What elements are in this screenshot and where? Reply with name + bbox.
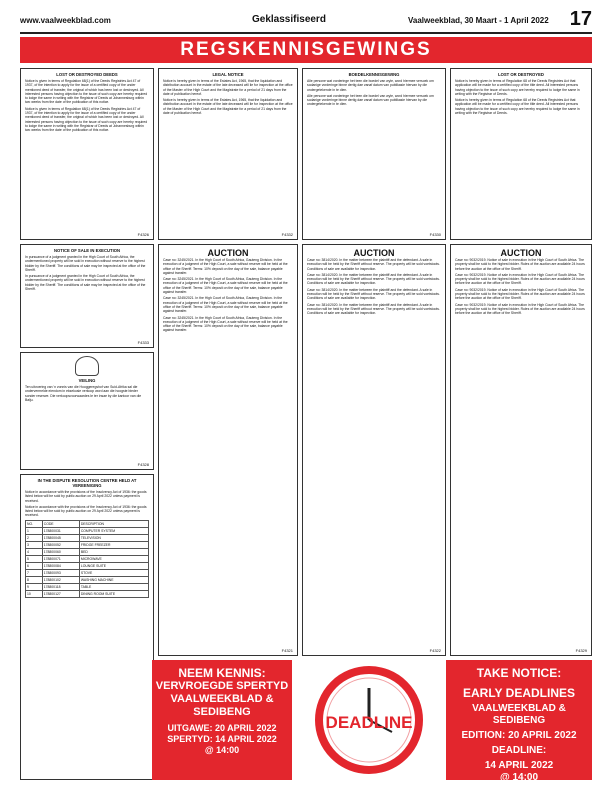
notice-body-repeat: In pursuance of a judgment granted in the High Court of South Africa, the undermentioned property will be sold in execution without reserve to the highest bidder by the Sheriff. The conditions of sale may be inspected at the office of the Sheriff. — [25, 274, 146, 292]
notice-title: VEILING — [78, 378, 96, 383]
notice-title: NOTICE OF SALE IN EXECUTION — [53, 248, 121, 253]
table-row — [26, 534, 149, 541]
auction-title: AUCTION — [500, 248, 542, 258]
table-cell: COMPUTER SYSTEM — [79, 527, 148, 534]
notice-ref: F4330 — [429, 231, 441, 237]
table-cell: 178800071 — [42, 555, 79, 562]
deadline-clock-icon — [294, 662, 444, 778]
table-cell: WASHING MACHINE — [79, 576, 148, 583]
goods-table — [25, 520, 149, 598]
ad-subheading: EARLY DEADLINES — [462, 686, 576, 700]
notice-body-repeat: Alle persone wat vorderinge het teen die boedel van wyle, word hiermee versoek om sodanige vorderinge binne dertig dae vanaf datum van publikasie hiervan by die ondergetekende in te dien. — [307, 93, 434, 107]
notice-body: Ten uitvoering van 'n vonnis van die Hooggeregshof van Suid-Afrika sal die ondervermelde eiendom in eksekusie verkoop word aan die hoogste bieder sonder reserwe. Die verkoopsvoorwaardes le ter insae by die kantoor van die Balju. — [25, 385, 142, 402]
page-header — [20, 8, 592, 30]
ad-heading: TAKE NOTICE: — [476, 666, 562, 680]
ad-deadline-label: DEADLINE: — [491, 745, 547, 756]
auction-body-repeat: Case no: 3814/2020. In the matter between the plaintiff and the defendant. A sale in execution will be held by the Sheriff without reserve. The property will be sold voetstoots. Conditions of sale are available for inspection. — [307, 287, 440, 301]
notice-title: BOEDELKENNISGEWING — [348, 72, 400, 77]
table-cell: 178800060 — [42, 548, 79, 555]
auction-notice-3 — [450, 244, 592, 656]
notice-body-repeat: Notice in accordance with the provisions of the Insolvency Act of 1936: the goods listed below will be sold by public auction on 29 April 2022 unless payment is received. — [25, 504, 147, 518]
table-cell: FRIDGE FREEZER — [79, 541, 148, 548]
notice-body-repeat: Notice is hereby given in terms of the Estates Act, 1965, that the liquidation and distribution account in the estate of the late deceased will lie for inspection at the office of the Master of the High Court and the Magistrate for a period of 21 days from the date of publication hereof. — [163, 98, 293, 116]
ad-subheading: VERVROEGDE SPERTYD — [155, 680, 289, 692]
table-cell: DINING ROOM SUITE — [79, 590, 148, 597]
ad-deadline-time: @ 14:00 — [499, 772, 539, 783]
deadline-ad-afrikaans — [152, 660, 292, 780]
auction-notice-1 — [158, 244, 298, 656]
auction-ref: F4321 — [281, 647, 293, 653]
auction-body-repeat: Case no: 3245/2021. In the High Court of South Africa, Gauteng Division. In the execution of a judgment of the High Court, a sale without reserve will be held at the office of the Sheriff. Terms: 10% deposit on the day of the sale, balance payable against transfer. — [163, 277, 288, 295]
notice-lost-destroyed — [450, 68, 592, 240]
notice-body-repeat: Notice is given in terms of Regulation 68(1) of the Deeds Registries Act 47 of 1937, of the intention to apply for the issue of a certified copy of the under mentioned deed of transfer, the original of which has been lost or destroyed. All interested persons having objection to the issue of such copy are hereby required to lodge the same in writing with the Registrar of Deeds at Johannesburg within two weeks from the date of the publication of this notice. — [25, 106, 148, 133]
table-cell: TELEVISION — [79, 534, 148, 541]
ad-publication: VAALWEEKBLAD & — [170, 693, 274, 705]
section-banner: REGSKENNISGEWINGS — [20, 37, 592, 63]
auction-body-repeat: Case no: 9032/2019. Notice of sale in execution in the High Court of South Africa. The property shall be sold to the highest bidder. Rules of the auction are available 24 hours before the auction at the office of the Sheriff. — [455, 272, 585, 286]
notice-sale-execution — [20, 244, 154, 348]
table-row — [26, 576, 149, 583]
table-cell: STOVE — [79, 569, 148, 576]
ad-deadline-date: SPERTYD: 14 APRIL 2022 — [167, 734, 277, 744]
notice-title: LOST OR DESTROYED DEEDS — [56, 72, 118, 77]
table-header-cell: DESCRIPTION — [79, 520, 148, 527]
notice-body: Notice is given in terms of Regulation 68(1) of the Deeds Registries Act 47 of 1937, of the intention to apply for the issue of a certified copy of the under mentioned deed of transfer, the original of which has been lost or destroyed. All interested persons having objection to the issue of such copy are hereby required to lodge the same in writing with the Registrar of Deeds at Johannesburg within two weeks from the date of the publication of this notice. — [25, 79, 148, 105]
table-cell: 7 — [26, 569, 43, 576]
table-cell: 8 — [26, 576, 43, 583]
table-cell: 178800102 — [42, 576, 79, 583]
deadline-ad-english — [446, 660, 592, 783]
table-cell: 3 — [26, 541, 43, 548]
table-row — [26, 555, 149, 562]
auction-body-repeat: Case no: 3814/2020. In the matter between the plaintiff and the defendant. A sale in execution will be held by the Sheriff without reserve. The property will be sold voetstoots. Conditions of sale are available for inspection. — [307, 272, 440, 286]
ad-publication: VAALWEEKBLAD & SEDIBENG — [472, 703, 566, 726]
auction-body-repeat: Case no: 3245/2021. In the High Court of South Africa, Gauteng Division. In the execution of a judgment of the High Court, a sale without reserve will be held at the office of the Sheriff. Terms: 10% deposit on the day of the sale, balance payable against transfer. — [163, 296, 288, 314]
table-row — [26, 590, 149, 597]
ad-deadline-date: 14 APRIL 2022 — [484, 760, 554, 771]
table-row — [26, 583, 149, 590]
table-cell: 6 — [26, 562, 43, 569]
notice-ref: F4332 — [281, 231, 293, 237]
ad-heading: NEEM KENNIS: — [178, 666, 266, 680]
table-cell: 5 — [26, 555, 43, 562]
table-cell: 178800127 — [42, 590, 79, 597]
auction-title: AUCTION — [207, 248, 249, 258]
table-cell: 178800031 — [42, 527, 79, 534]
table-cell: 178800045 — [42, 534, 79, 541]
table-header-cell: CODE — [42, 520, 79, 527]
auction-title: AUCTION — [353, 248, 395, 258]
notice-ref: F4326 — [137, 231, 149, 237]
table-cell: BED — [79, 548, 148, 555]
table-header-cell: NO. — [26, 520, 43, 527]
table-cell: 4 — [26, 548, 43, 555]
notice-ref: F4328 — [137, 461, 149, 467]
table-row — [26, 527, 149, 534]
auction-notice-2 — [302, 244, 446, 656]
issue-date: Vaalweekblad, 30 Maart - 1 April 2022 — [408, 16, 549, 25]
website-url[interactable]: www.vaalweekblad.com — [20, 16, 111, 25]
notice-body-repeat: Notice is hereby given in terms of Regulation 68 of the Deeds Registries Act that application will be made for a certified copy of the title deed. All interested persons having objection to the issue of such copy are hereby required to lodge the same in writing with the Registrar of Deeds. — [455, 98, 580, 116]
notice-body: Notice in accordance with the provisions of the Insolvency Act of 1936: the goods listed below will be sold by public auction on 29 April 2022 unless payment is received. — [25, 490, 147, 503]
header-divider — [20, 32, 592, 34]
auction-body-repeat: Case no: 9032/2019. Notice of sale in execution in the High Court of South Africa. The property shall be sold to the highest bidder. Rules of the auction are available 24 hours before the auction at the office of the Sheriff. — [455, 287, 585, 301]
table-cell: 178800084 — [42, 562, 79, 569]
table-row — [26, 548, 149, 555]
table-cell: 1 — [26, 527, 43, 534]
notice-legal — [158, 68, 298, 240]
notice-ref: F4333 — [137, 339, 149, 345]
auction-body-repeat: Case no: 3245/2021. In the High Court of South Africa, Gauteng Division. In the execution of a judgment of the High Court, a sale without reserve will be held at the office of the Sheriff. Terms: 10% deposit on the day of the sale, balance payable against transfer. — [163, 315, 288, 333]
clock-label: DEADLINE — [325, 713, 413, 732]
auction-ref: F4329 — [575, 647, 587, 653]
auction-body: Case no: 3245/2021. In the High Court of South Africa, Gauteng Division. In the execution of a judgment of the High Court, a sale without reserve will be held at the office of the Sheriff. Terms: 10% deposit on the day of the sale, balance payable against transfer. — [163, 258, 288, 275]
table-cell: TABLE — [79, 583, 148, 590]
auction-body: Case no: 9032/2019. Notice of sale in execution in the High Court of South Africa. The property shall be sold to the highest bidder. Rules of the auction are available 24 hours before the auction at the office of the Sheriff. — [455, 258, 585, 271]
notice-body: In pursuance of a judgment granted in the High Court of South Africa, the undermentioned property will be sold in execution without reserve to the highest bidder by the Sheriff. The conditions of sale may be inspected at the office of the Sheriff. — [25, 255, 146, 272]
ad-publication-2: SEDIBENG — [193, 706, 251, 718]
notice-veiling — [20, 352, 154, 470]
auction-body-repeat: Case no: 3814/2020. In the matter between the plaintiff and the defendant. A sale in execution will be held by the Sheriff without reserve. The property will be sold voetstoots. Conditions of sale are available for inspection. — [307, 302, 440, 316]
notice-lost-deeds — [20, 68, 154, 240]
notice-body: Notice is hereby given in terms of Regulation 68 of the Deeds Registries Act that application will be made for a certified copy of the title deed. All interested persons having objection to the issue of such copy are hereby required to lodge the same in writing with the Registrar of Deeds. — [455, 79, 580, 96]
auction-ref: F4322 — [429, 647, 441, 653]
notice-body: Alle persone wat vorderinge het teen die boedel van wyle, word hiermee versoek om sodanige vorderinge binne dertig dae vanaf datum van publikasie hiervan by die ondergetekende in te dien. — [307, 79, 434, 92]
table-row — [26, 562, 149, 569]
ad-edition-date: UITGAWE: 20 APRIL 2022 — [167, 723, 277, 733]
table-row — [26, 541, 149, 548]
table-cell: 178800052 — [42, 541, 79, 548]
table-cell: LOUNGE SUITE — [79, 562, 148, 569]
notice-title: IN THE DISPUTE RESOLUTION CENTRE HELD AT VEREENIGING — [37, 478, 137, 488]
auction-body: Case no: 3814/2020. In the matter between the plaintiff and the defendant. A sale in execution will be held by the Sheriff without reserve. The property will be sold voetstoots. Conditions of sale are available for inspection. — [307, 258, 440, 271]
notice-title: LEGAL NOTICE — [212, 72, 244, 77]
notice-title: LOST OR DESTROYED — [498, 72, 544, 77]
table-cell: 10 — [26, 590, 43, 597]
table-header-row — [26, 520, 149, 527]
notice-estate — [302, 68, 446, 240]
table-cell: 178800118 — [42, 583, 79, 590]
ad-deadline-time: @ 14:00 — [204, 745, 240, 755]
coat-of-arms-icon — [75, 356, 99, 376]
ad-edition-date: EDITION: 20 APRIL 2022 — [461, 730, 577, 741]
table-cell: 2 — [26, 534, 43, 541]
auction-body-repeat: Case no: 9032/2019. Notice of sale in execution in the High Court of South Africa. The property shall be sold to the highest bidder. Rules of the auction are available 24 hours before the auction at the office of the Sheriff. — [455, 302, 585, 316]
section-title: Geklassifiseerd — [252, 14, 326, 25]
table-row — [26, 569, 149, 576]
table-cell: 178800093 — [42, 569, 79, 576]
table-cell: 9 — [26, 583, 43, 590]
notice-body: Notice is hereby given in terms of the Estates Act, 1965, that the liquidation and distribution account in the estate of the late deceased will lie for inspection at the office of the Master of the High Court and the Magistrate for a period of 21 days from the date of publication hereof. — [163, 79, 293, 96]
table-cell: MICROWAVE — [79, 555, 148, 562]
notice-dispute-resolution — [20, 474, 154, 780]
page-number: 17 — [569, 8, 592, 30]
